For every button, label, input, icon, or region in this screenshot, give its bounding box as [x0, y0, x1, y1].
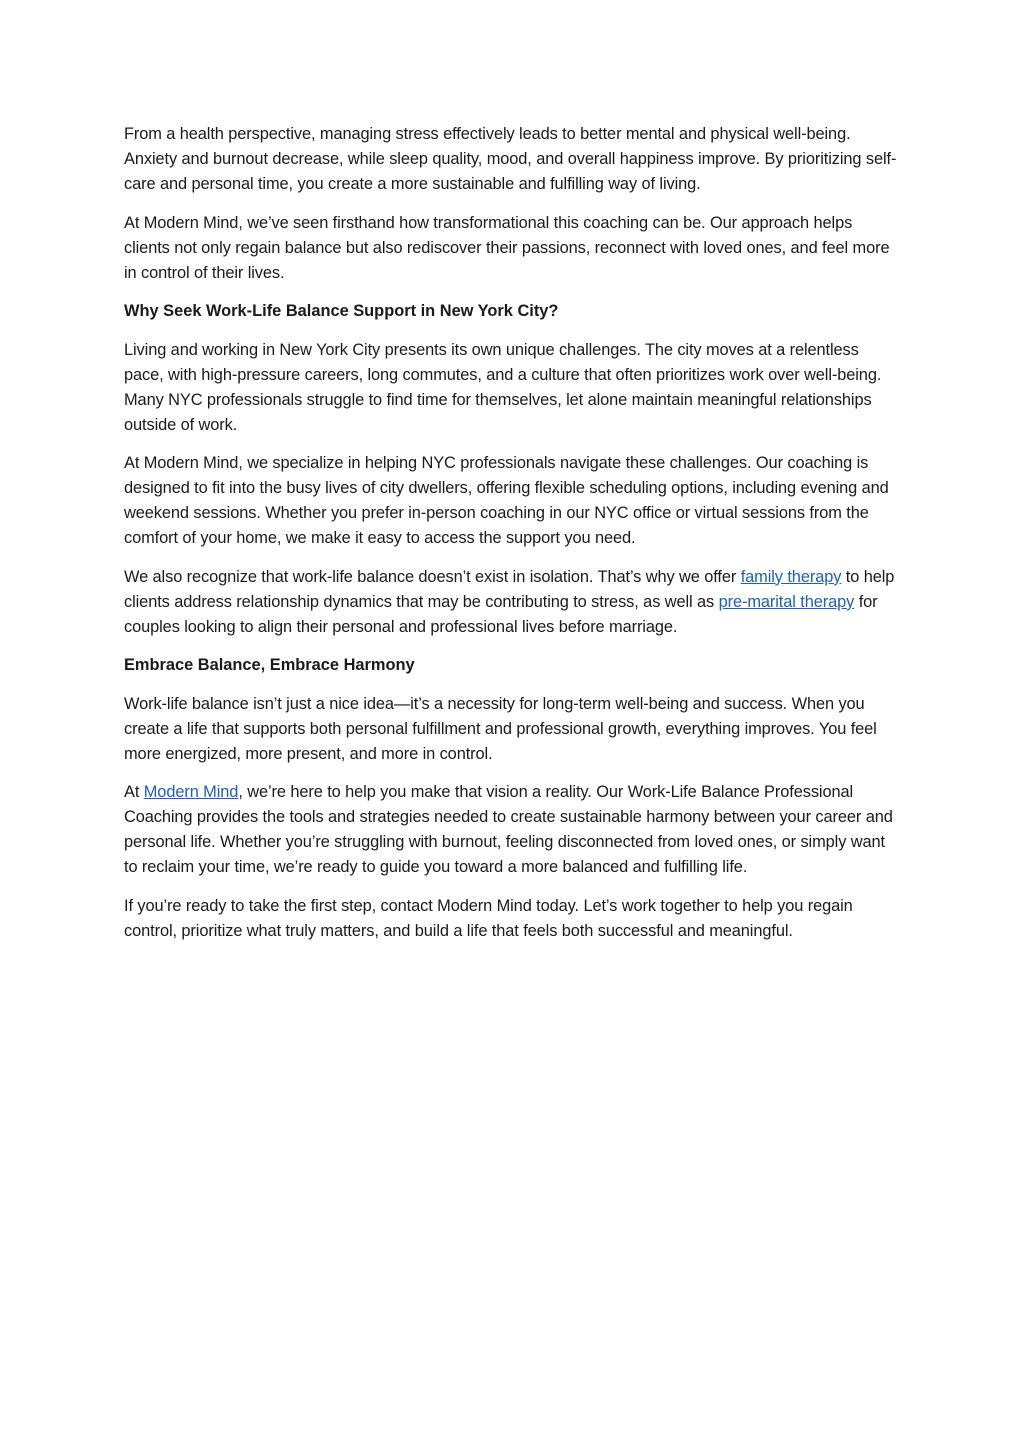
paragraph-necessity: Work-life balance isn’t just a nice idea—it’s a necessity for long-term well-being and success. When you create a life that supports both personal fulfillment and professional growth, everything improves. You feel more energized, more present, and more in control. [124, 694, 877, 763]
pre-marital-therapy-link[interactable]: pre-marital therapy [718, 592, 855, 611]
document-body [124, 122, 899, 957]
paragraph-health-perspective: From a health perspective, managing stress effectively leads to better mental and physical well-being. Anxiety and burnout decrease, while sleep quality, mood, and overall happiness improve. By prioritizing self-care and personal time, you create a more sustainable and fulfilling way of living. [124, 125, 897, 193]
paragraph-modern-mind-vision [124, 780, 899, 880]
paragraph-text-segment: We also recognize that work-life balance doesn’t exist in isolation. That’s why we offer [124, 567, 741, 586]
heading-why-seek-support: Why Seek Work-Life Balance Support in New York City? [124, 302, 559, 320]
modern-mind-link[interactable]: Modern Mind [143, 783, 239, 801]
paragraph-family-therapy [124, 565, 899, 640]
family-therapy-link[interactable]: family therapy [740, 567, 842, 586]
paragraph-text-segment: to help clients address relationship dynamics that may be contributing to stress, as well as [124, 567, 895, 611]
paragraph-transformational-coaching: At Modern Mind, we’ve seen firsthand how transformational this coaching can be. Our approach helps clients not only regain balance but also rediscover their passions, reconnect with loved ones, and feel more in control of their lives. [124, 213, 890, 282]
paragraph-text-segment: for couples looking to align their personal and professional lives before marriage. [124, 592, 878, 636]
paragraph-nyc-specialize: At Modern Mind, we specialize in helping NYC professionals navigate these challenges. Our coaching is designed to fit into the busy lives of city dwellers, offering flexible scheduling options, including evening and weekend sessions. Whether you prefer in-person coaching in our NYC office or virtual sessions from the comfort of your home, we make it easy to access the support you need. [124, 454, 889, 547]
paragraph-text-segment: At [124, 783, 144, 801]
paragraph-text-segment: , we’re here to help you make that vision a reality. Our Work-Life Balance Professional Coaching provides the tools and strategies needed to create sustainable harmony between your career and personal life. Whether you’re struggling with burnout, feeling disconnected from loved ones, or simply want to reclaim your time, we’re ready to guide you toward a more balanced and fulfilling life. [124, 783, 893, 876]
heading-embrace-balance: Embrace Balance, Embrace Harmony [124, 656, 415, 674]
paragraph-first-step: If you’re ready to take the first step, contact Modern Mind today. Let’s work together to help you regain control, prioritize what truly matters, and build a life that feels both successful and meaningful. [124, 896, 853, 940]
paragraph-nyc-challenges: Living and working in New York City presents its own unique challenges. The city moves at a relentless pace, with high-pressure careers, long commutes, and a culture that often prioritizes work over well-being. Many NYC professionals struggle to find time for themselves, let alone maintain meaningful relationships outside of work. [124, 340, 882, 434]
